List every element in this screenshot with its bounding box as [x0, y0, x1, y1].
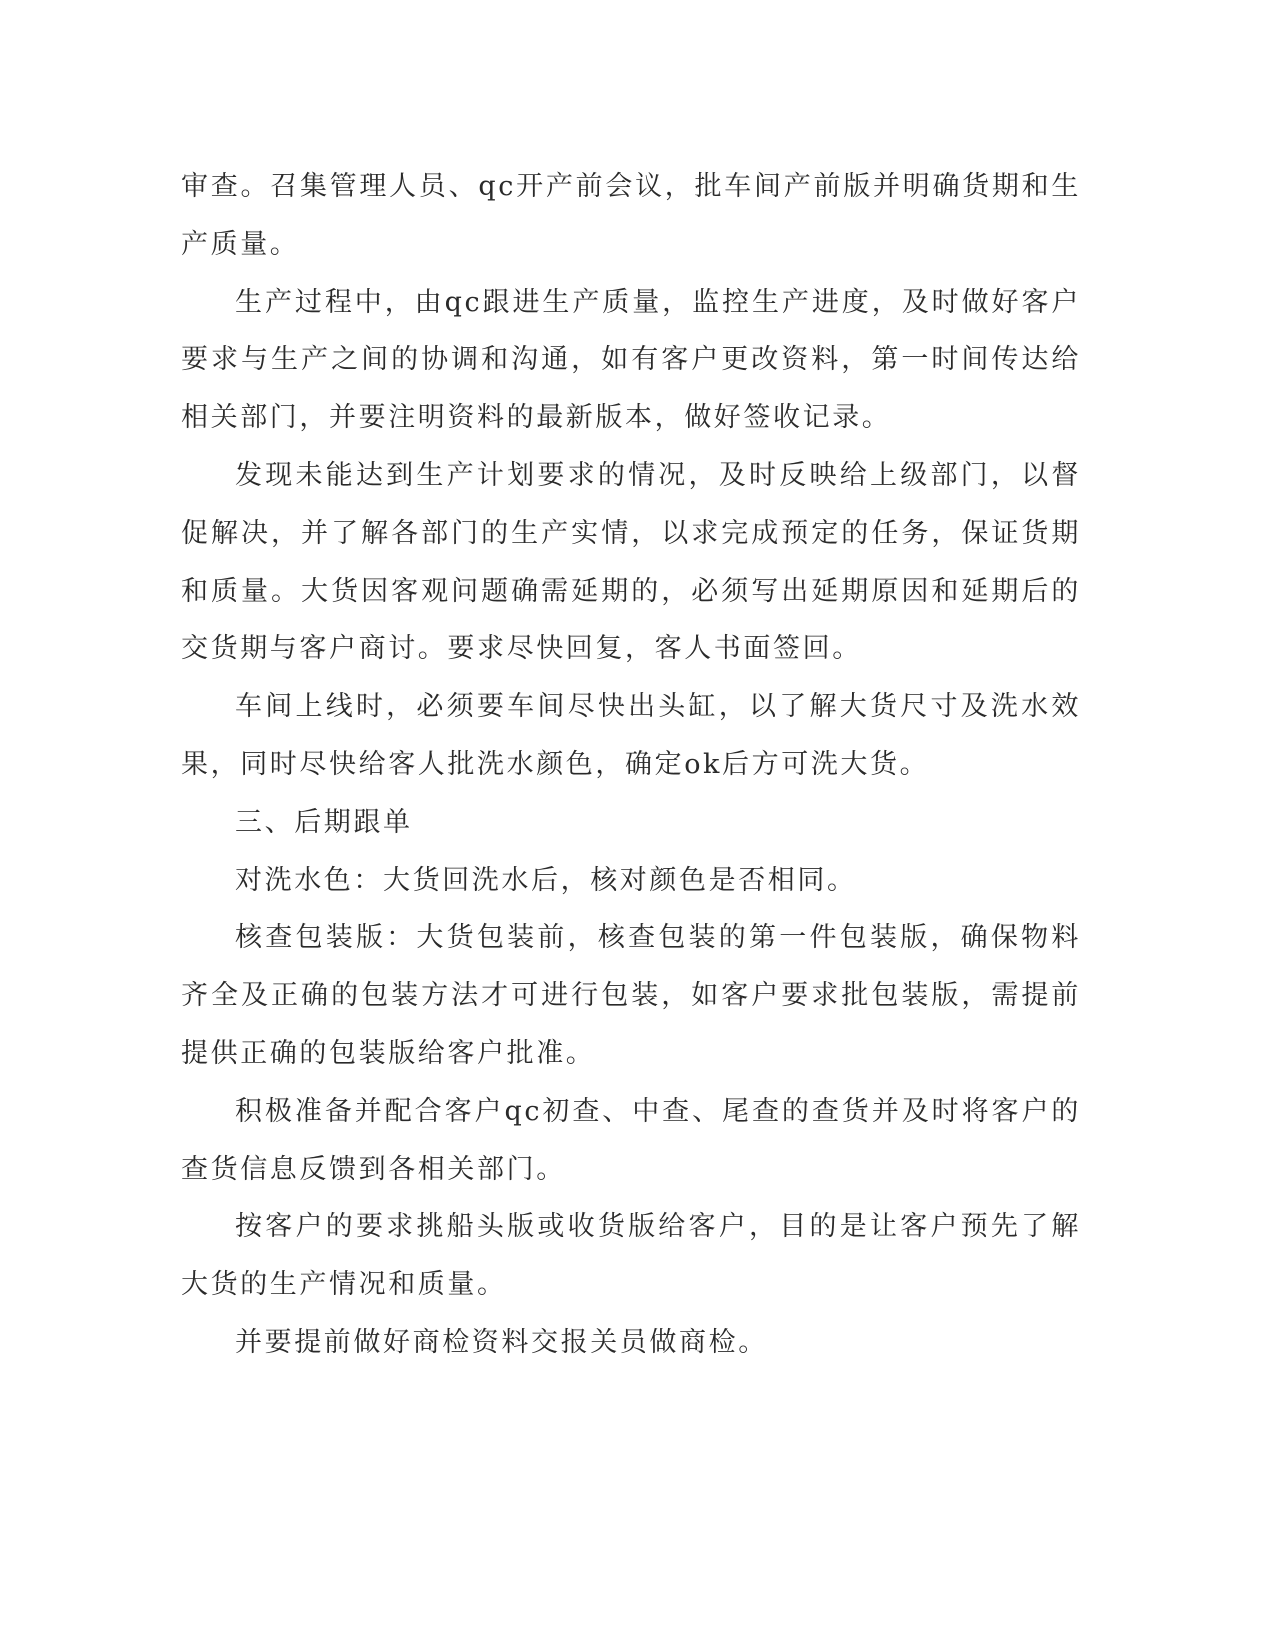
paragraph-plan-issues: 发现未能达到生产计划要求的情况，及时反映给上级部门，以督促解决，并了解各部门的生产实情，以求完成预定的任务，保证货期和质量。大货因客观问题确需延期的，必须写出延期原因和延期后的交货期与客户商讨。要求尽快回复，客人书面签回。 — [181, 459, 1081, 665]
paragraph-commodity-inspection: 并要提前做好商检资料交报关员做商检。 — [235, 1326, 768, 1358]
paragraph-workshop-online: 车间上线时，必须要车间尽快出头缸，以了解大货尺寸及洗水效果，同时尽快给客人批洗水颜色，确定ok后方可洗大货。 — [181, 691, 1081, 780]
paragraph-wash-color: 对洗水色：大货回洗水后，核对颜色是否相同。 — [235, 864, 857, 896]
paragraph-qc-inspection: 积极准备并配合客户qc初查、中查、尾查的查货并及时将客户的查货信息反馈到各相关部门。 — [181, 1095, 1081, 1185]
paragraph-shipment-sample: 按客户的要求挑船头版或收货版给客户，目的是让客户预先了解大货的生产情况和质量。 — [181, 1211, 1081, 1301]
document-body — [181, 158, 1081, 1372]
paragraph-production-process: 生产过程中，由qc跟进生产质量，监控生产进度，及时做好客户要求与生产之间的协调和沟通，如有客户更改资料，第一时间传达给相关部门，并要注明资料的最新版本，做好签收记录。 — [181, 286, 1081, 434]
paragraph-packaging-check: 核查包装版：大货包装前，核查包装的第一件包装版，确保物料齐全及正确的包装方法才可进行包装，如客户要求批包装版，需提前提供正确的包装版给客户批准。 — [181, 922, 1081, 1069]
paragraph-review-continuation: 审查。召集管理人员、qc开产前会议，批车间产前版并明确货期和生产质量。 — [181, 171, 1081, 260]
section-heading-late-followup: 三、后期跟单 — [235, 806, 413, 838]
